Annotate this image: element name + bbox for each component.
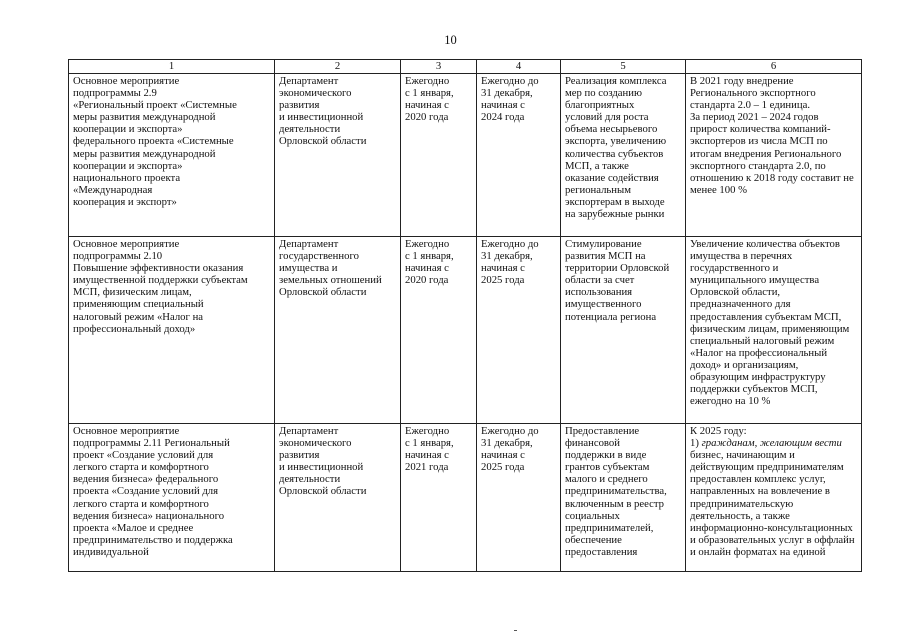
content-cell: Предоставление финансовой поддержки в виде грантов субъектам малого и среднего предпринимательства, включенным в реестр социальных предпринимателей, обеспечение предоставления: [561, 424, 686, 572]
content-cell: Стимулирование развития МСП на территории Орловской области за счет использования имущественного потенциала региона: [561, 237, 686, 424]
end-date-cell: Ежегодно до 31 декабря, начиная с 2025 года: [477, 424, 561, 572]
column-number: 4: [477, 60, 561, 74]
executor-cell: Департамент экономического развития и инвестиционной деятельности Орловской области: [275, 424, 401, 572]
end-date-cell: Ежегодно до 31 декабря, начиная с 2024 года: [477, 74, 561, 237]
result-cell: [686, 424, 862, 572]
event-cell: Основное мероприятие подпрограммы 2.11 Региональный проект «Создание условий для легкого старта и комфортного ведения бизнеса» федерального проекта «Создание условий для легкого старта и комфортного ведения бизнеса» национального проекта «Малое и среднее предпринимательство и поддержка индивидуальной: [69, 424, 275, 572]
scan-mark: [514, 630, 517, 631]
result-italic-text: гражданам, желающим вести: [701, 437, 842, 450]
end-date-cell: Ежегодно до 31 декабря, начиная с 2025 года: [477, 237, 561, 424]
column-number: 5: [561, 60, 686, 74]
activities-table: [68, 59, 862, 572]
start-date-cell: Ежегодно с 1 января, начиная с 2020 года: [401, 74, 477, 237]
event-cell: Основное мероприятие подпрограммы 2.9 «Региональный проект «Системные меры развития международной кооперации и экспорта» федерального проекта «Системные меры развития международной кооперации и экспорта» национального проекта «Международная кооперация и экспорт»: [69, 74, 275, 237]
result-intro: К 2025 году: 1): [690, 425, 747, 450]
result-rest: бизнес, начинающим и действующим предпринимателям предоставлен комплекс услуг, направленных на вовлечение в предпринимательскую деятельность, а также информационно-консультационных и образовательных услуг в оффлайн и онлайн форматах на единой: [690, 449, 855, 558]
content-cell: Реализация комплекса мер по созданию благоприятных условий для роста объема несырьевого экспорта, увеличению количества субъектов МСП, а также оказание содействия региональным экспортерам в выходе на зарубежные рынки: [561, 74, 686, 237]
column-number: 6: [686, 60, 862, 74]
column-number: 1: [69, 60, 275, 74]
result-cell: В 2021 году внедрение Регионального экспортного стандарта 2.0 – 1 единица. За период 2021 – 2024 годов прирост количества компаний- экспортеров из числа МСП по итогам внедрения Регионального экспортного стандарта 2.0, по отношению к 2018 году составит не менее 100 %: [686, 74, 862, 237]
start-date-cell: Ежегодно с 1 января, начиная с 2020 года: [401, 237, 477, 424]
column-number: 3: [401, 60, 477, 74]
column-number: 2: [275, 60, 401, 74]
table-row: [69, 237, 862, 424]
column-number-row: [69, 60, 862, 74]
executor-cell: Департамент государственного имущества и земельных отношений Орловской области: [275, 237, 401, 424]
executor-cell: Департамент экономического развития и инвестиционной деятельности Орловской области: [275, 74, 401, 237]
event-cell: Основное мероприятие подпрограммы 2.10 Повышение эффективности оказания имущественной поддержки субъектам МСП, физическим лицам, применяющим специальный налоговый режим «Налог на профессиональный доход»: [69, 237, 275, 424]
table-row: [69, 74, 862, 237]
page-number: 10: [444, 33, 457, 47]
start-date-cell: Ежегодно с 1 января, начиная с 2021 года: [401, 424, 477, 572]
result-cell: Увеличение количества объектов имущества в перечнях государственного и муниципального имущества Орловской области, предназначенного для предоставления субъектам МСП, физическим лицам, применяющим специальный налоговый режим «Налог на профессиональный доход» и организациям, образующим инфраструктуру поддержки субъектов МСП, ежегодно на 10 %: [686, 237, 862, 424]
table-row: [69, 424, 862, 572]
